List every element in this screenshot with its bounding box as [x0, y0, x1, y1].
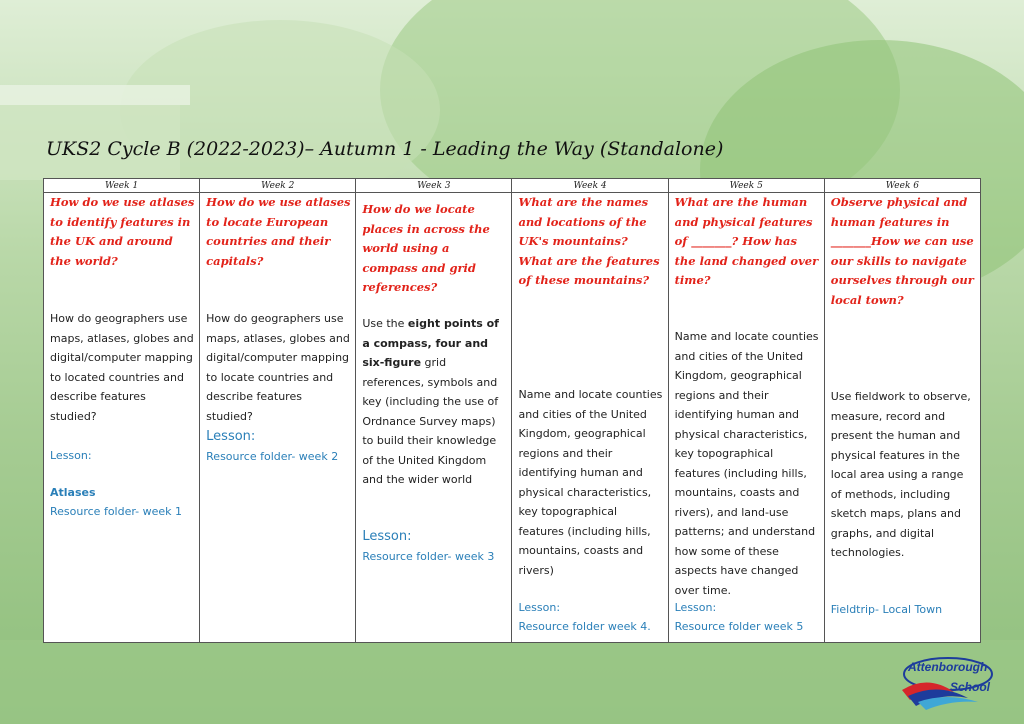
table-row [44, 193, 981, 643]
resource-link[interactable]: Resource folder week 4. [518, 620, 651, 633]
page-title: UKS2 Cycle B (2022-2023)– Autumn 1 - Leading the Way (Standalone) [46, 138, 724, 160]
week-header: Week 2 [200, 179, 356, 193]
week-description [362, 314, 507, 490]
lesson-label: Lesson: [362, 529, 412, 544]
resource-link[interactable]: Resource folder- week 3 [362, 550, 495, 563]
week-cell [200, 193, 356, 643]
week-cell [668, 193, 824, 643]
resource-link[interactable]: Resource folder- week 2 [206, 450, 339, 463]
week-description: How do geographers use maps, atlases, globes and digital/computer mapping to locate countries and describe features studied? [206, 312, 350, 423]
lesson-label: Lesson: [206, 429, 256, 444]
resource-link[interactable]: Resource folder- week 1 [50, 505, 183, 518]
week-cell [824, 193, 980, 643]
week-header: Week 3 [356, 179, 512, 193]
weekly-plan-table [43, 178, 981, 643]
week-header: Week 1 [44, 179, 200, 193]
description-text: grid references, symbols and key (including the use of Ordnance Survey maps) to build their knowledge of the United Kingdom and the wider world [362, 356, 499, 486]
week-question: How do we use atlases to identify features in the UK and around the world? [50, 195, 195, 268]
week-cell [512, 193, 668, 643]
resource-link[interactable]: Fieldtrip- Local Town [830, 603, 943, 616]
lesson-label: Lesson: [674, 601, 717, 614]
week-description: Use fieldwork to observe, measure, record and present the human and physical features in the local area using a range of methods, including sketch maps, plans and graphs, and digital technologies. [830, 390, 971, 559]
week-description: Name and locate counties and cities of the United Kingdom, geographical regions and their identifying human and physical characteristics, key topographical features (including hills, mountains, coasts and rivers), and land-use patterns; and understand how some of these aspects have changed over time. [674, 330, 819, 597]
week-cell [356, 193, 512, 643]
lesson-label: Lesson: [50, 449, 92, 462]
lesson-item: Atlases [50, 486, 96, 499]
week-question: How do we locate places in across the world using a compass and grid references? [362, 202, 490, 294]
week-description: How do geographers use maps, atlases, globes and digital/computer mapping to located countries and describe features studied? [50, 312, 194, 423]
logo-text: Attenborough [908, 660, 988, 674]
table-header-row [44, 179, 981, 193]
week-header: Week 6 [824, 179, 980, 193]
week-header: Week 4 [512, 179, 668, 193]
description-emphasis: eight points of a compass, four and six-figure [362, 317, 499, 369]
school-logo [898, 652, 998, 714]
week-description: Name and locate counties and cities of the United Kingdom, geographical regions and their identifying human and physical characteristics, key topographical features (including hills, mountains, coasts and rivers) [518, 388, 663, 577]
week-cell [44, 193, 200, 643]
week-question: What are the human and physical features of _______? How has the land changed over time? [674, 195, 819, 287]
week-question: What are the names and locations of the UK's mountains? What are the features of these mountains? [518, 195, 660, 287]
week-question: Observe physical and human features in _______How we can use our skills to navigate ourselves through our local town? [830, 195, 974, 307]
description-text: Use the [362, 317, 408, 330]
week-header: Week 5 [668, 179, 824, 193]
week-question: How do we use atlases to locate European countries and their capitals? [206, 195, 351, 268]
lesson-label: Lesson: [518, 601, 561, 614]
logo-text: School [950, 680, 991, 694]
resource-link[interactable]: Resource folder week 5 [674, 620, 804, 633]
